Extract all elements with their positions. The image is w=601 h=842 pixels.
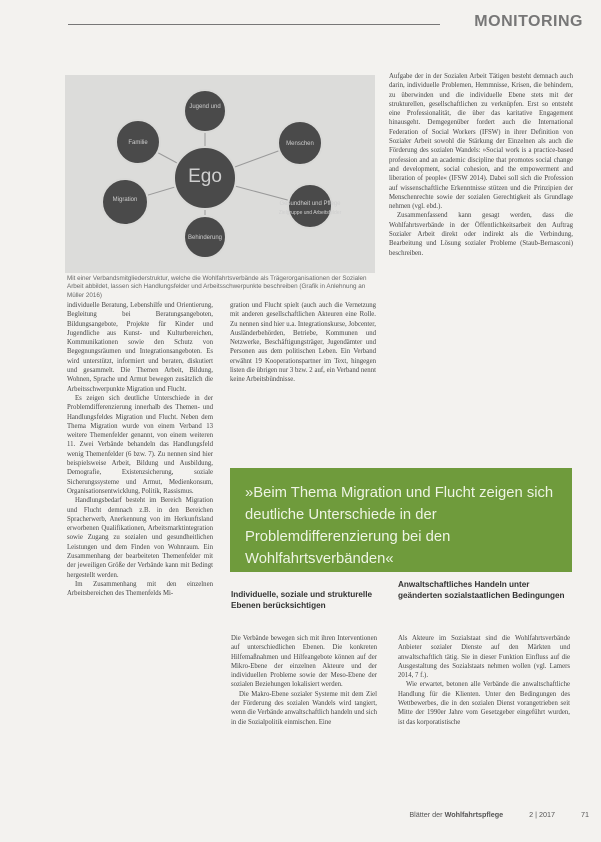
figure: [65, 75, 375, 273]
subheading-advocacy: Anwaltschaftliches Handeln unter geänderten sozialstaatlichen Bedingungen: [398, 580, 565, 600]
node-label-1: Jugend und: [189, 104, 221, 110]
paragraph: gration und Flucht spielt (auch auch die Vernetzung mit anderen gesellschaftlichen Akteuren eine Rolle. Zu nennen sind hier u.a. Integrationskurse, Jobcenter, Ausländerbehörden, Betriebe, Kommunen und Netzwerke, Beschäftigungsträger, Jugendämter und Personen aus dem politischen Leben. Ein Verband erwähnt 19 Kooperationspartner im Text, hingegen listen die übrigen nur 3 bzw. 2 auf, ein Verband nennt keine Arbeitsbündnisse.: [230, 302, 376, 384]
paragraph: Die Verbände bewegen sich mit ihren Interventionen auf unterschiedlichen Ebenen. Die konkreten Hilfemaßnahmen und Hilfeangebote können auf der Mikro-Ebene der einzelnen Akteure und der individuellen Probleme sowie der Meso-Ebene der sozialen Beziehungen lokalisiert werden.: [231, 635, 377, 689]
header-rule: [68, 24, 440, 25]
node-label-7: Zielgruppe und Arbeitsfelder: [278, 210, 342, 216]
page-number: 71: [581, 810, 589, 819]
column-4: [398, 634, 570, 727]
column-right-top: [389, 72, 573, 258]
paragraph: Die Makro-Ebene sozialer Systeme mit dem Ziel der Förderung des sozialen Wandels wird tangiert, wenn die Verbände anwaltschaftlich handeln und sich in die Sozialpolitik einmischen. Eine: [231, 690, 377, 726]
pull-quote: »Beim Thema Migration und Flucht zeigen sich deutliche Unterschiede in der Problemdifferenzierung bei den Wohlfahrtsverbänden«: [230, 468, 572, 572]
column-1: [67, 301, 213, 599]
journal-prefix: Blätter der: [409, 810, 443, 819]
node-label-6: Familie: [128, 140, 148, 146]
ego-network-diagram: [65, 75, 375, 273]
column-3: [231, 634, 377, 727]
journal-brand: Wohlfahrtspflege: [444, 810, 504, 819]
section-title: MONITORING: [474, 13, 583, 30]
paragraph: Wie erwartet, betonen alle Verbände die anwaltschaftliche Handlung für die Klienten. Unter den Bedingungen des Wettbewerbes, die in den sozialen Dienst vorangetrieben seit Mitte der 1990er Jahre vom Gesetzgeber eingeführt wurden, ist das korporatistische: [398, 681, 570, 726]
paragraph: Als Akteure im Sozialstaat sind die Wohlfahrtsverbände Anbieter sozialer Dienste auf den Märkten und anwaltschaftlich tätig. Sie in dieser Funktion Einfluss auf die Ausgestaltung des Sozialstaats nehmen wollen (vgl. Lamers 2014, 7 f.).: [398, 635, 570, 680]
paragraph: individuelle Beratung, Lebenshilfe und Orientierung, Begleitung bei Beratungsangeboten, Bildungsangebote, Projekte für Kinder und Jugendliche aus Kunst- und Kulturbereichen, Kommunikationen sowie den Schutz von Begegnungsräumen und Integrationsangeboten. Es wird unterstützt, informiert und beraten, diskutiert und gesammelt. Die Themen Arbeit, Bildung, Wohnen, Sprache und Armut bewegen zusätzlich die Arbeitsschwerpunkte Migration und Flucht.: [67, 302, 213, 393]
subheading-levels: Individuelle, soziale und strukturelle Ebenen berücksichtigen: [231, 590, 373, 610]
node-1: [184, 90, 226, 132]
node-label-2: Menschen: [286, 141, 314, 147]
issue-number: 2 | 2017: [529, 810, 555, 819]
paragraph: Es zeigen sich deutliche Unterschiede in der Problemdifferenzierung innerhalb des Themen- und Handlungsfeldes Migration und Flucht. Neben dem Thema Migration wurde von einem Verband 13 weitere Themenfelder genannt, von einem weiteren 11. Zwei Verbände behandeln das Handlungsfeld wenig Themenfelder (6 bzw. 7). Zu nennen sind hier beispielsweise Arbeit, Bildung und Ausbildung, Demografie, Existenzsicherung, soziale Sicherungssysteme und Armut, Medienkonsum, Organisationsentwicklung, Politik, Rassismus.: [67, 394, 213, 495]
paragraph: Handlungsbedarf besteht im Bereich Migration und Flucht demnach z.B. in den Bereichen Spracherwerb, Anerkennung von im Herkunftsland erworbenen Qualifikationen, Arbeitsmarktintegration sowie Zugang zu sozialen und gesundheitlichen Leistungen und dem Finden von Wohnraum. Ein Zusammenhang der bearbeiteten Themenfelder mit der jeweiligen Größe der Verbände kann mit Bedingt hergestellt werden.: [67, 497, 213, 579]
node-label-4: Behinderung: [187, 235, 223, 241]
column-2: [230, 301, 376, 385]
paragraph: Zusammenfassend kann gesagt werden, dass die Wohlfahrtsverbände in der Öffentlichkeitsarbeit den Auftrag Sozialer Arbeit direkt oder indirekt als die Verbindung, Bearbeitung und Lösung sozialer Probleme (Staub-Bernasconi) beschreiben.: [389, 212, 573, 257]
paragraph: Aufgabe der in der Sozialen Arbeit Tätigen besteht demnach auch darin, individuelle Problemen, Hemmnisse, Krisen, die behindern, zu überwinden und die individuelle Ebene stets mit der strukturellen, gesellschaftlichen zu verknüpfen. Erst so entsteht eine Professionalität, die über das karitative Engagement hinausgeht. Demgegenüber fordert auch die International Federation of Social Workers (IFSW) in ihrer Definition von Sozialer Arbeit sowohl die Stärkung der Einzelnen als auch die Förderung des sozialen Wandels: »Social work is a practice-based profession and an academic discipline that promotes social change and development, social cohesion, and the empowerment and liberation of people« (IFSW 2014). Dabei soll sich die Profession auf wissenschaftliche Erkenntnisse stützen und die Prinzipien der Menschenrechte sowie der sozialen Gerechtigkeit als Grundlage nehmen (vgl. ebd.).: [389, 73, 573, 211]
node-label-3: Gesundheit und Pflege: [279, 201, 341, 207]
footer: [409, 810, 589, 819]
node-center-label: Ego: [188, 166, 222, 187]
paragraph: Im Zusammenhang mit den einzelnen Arbeitsbereichen des Themenfelds Mi-: [67, 580, 213, 598]
node-label-5: Migration: [112, 197, 138, 203]
figure-caption: Mit einer Verbandsmitgliederstruktur, welche die Wohlfahrtsverbände als Trägerorganisationen der Sozialen Arbeit abbildet, lassen sich Handlungsfelder und Arbeitsschwerpunkte beschreiben (Grafik in Anlehnung an Müller 2016): [67, 275, 367, 299]
